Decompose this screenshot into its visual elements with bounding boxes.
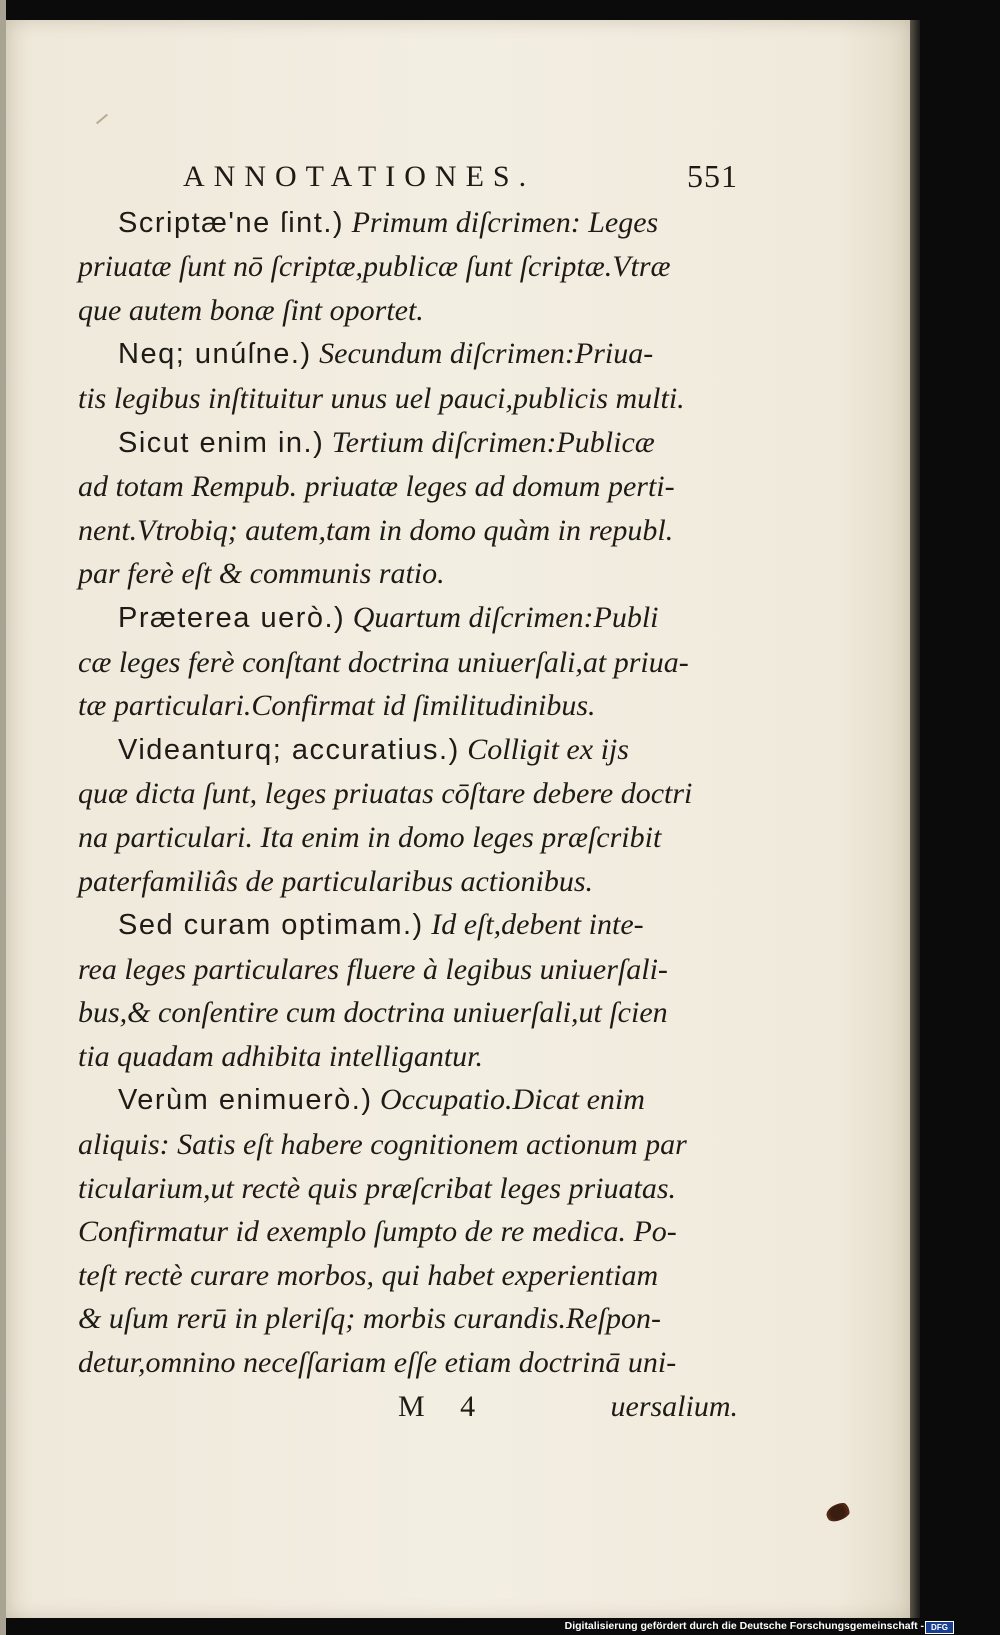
lemma: Sicut enim in.) [118, 426, 325, 459]
folio-number: 551 [687, 158, 738, 194]
annotation-line: paterfamiliâs de particularibus actionibus. [78, 864, 593, 898]
annotation-first-line [78, 1078, 738, 1123]
annotation-entry [78, 728, 738, 903]
annotation-line: priuatæ ſunt nō ſcriptæ,publicæ ſunt ſcriptæ.Vtræ [78, 250, 671, 284]
annotation-first-line [78, 421, 738, 466]
annotation-line: & uſum rerū in pleriſq; morbis curandis.Reſpon- [78, 1302, 662, 1336]
annotation-first-line [78, 903, 738, 948]
digitization-credit: Digitalisierung gefördert durch die Deutsche Forschungsgemeinschaft - [564, 1620, 924, 1632]
annotation-line: rea leges particulares fluere à legibus uniuerſali- [78, 952, 668, 986]
lemma: Neq; unúſne.) [118, 338, 312, 371]
annotation-entry [78, 596, 738, 728]
annotation-line: tis legibus inſtituitur unus uel pauci,publicis multi. [78, 381, 685, 415]
annotation-text: Secundum diſcrimen:Priua- [319, 337, 654, 371]
lemma: Videanturq; accuratius.) [118, 733, 460, 766]
annotation-first-line [78, 596, 738, 641]
lemma: Scriptæ'ne ſint.) [118, 206, 345, 239]
annotation-text: Occupatio.Dicat enim [380, 1083, 645, 1117]
annotation-line: bus,& conſentire cum doctrina uniuerſali,ut ſcien [78, 996, 668, 1030]
annotation-first-line [78, 728, 738, 773]
annotation-line: ticularium,ut rectè quis præſcribat leges priuatas. [78, 1171, 677, 1205]
annotation-line: que autem bonæ ſint oportet. [78, 293, 424, 327]
signature-line [78, 1385, 738, 1429]
lemma: Verùm enimuerò.) [118, 1084, 373, 1117]
annotation-text: Id eſt,debent inte- [431, 908, 644, 942]
annotation-text: Colligit ex ijs [467, 732, 629, 766]
annotation-entry [78, 332, 738, 420]
annotation-line: teſt rectè curare morbos, qui habet experientiam [78, 1258, 659, 1292]
annotation-line: cæ leges ferè conſtant doctrina uniuerſali,at priua- [78, 645, 689, 679]
annotation-line: nent.Vtrobiq; autem,tam in domo quàm in republ. [78, 513, 674, 547]
annotation-line: quæ dicta ſunt, leges priuatas cōſtare debere doctri [78, 777, 693, 811]
page-gutter-shadow [910, 20, 920, 1618]
annotation-first-line [78, 201, 738, 246]
annotation-line: na particulari. Ita enim in domo leges præſcribit [78, 820, 662, 854]
annotation-line: tæ particulari.Confirmat id ſimilitudinibus. [78, 689, 596, 723]
lemma: Sed curam optimam.) [118, 909, 424, 942]
annotation-text: Quartum diſcrimen:Publi [352, 600, 659, 634]
signature-mark: M 4 [398, 1389, 490, 1423]
annotation-line: ad totam Rempub. priuatæ leges ad domum perti- [78, 470, 675, 504]
annotation-line: Confirmatur id exemplo ſumpto de re medica. Po- [78, 1215, 677, 1249]
annotation-entry [78, 903, 738, 1078]
running-header [78, 155, 738, 199]
annotation-text: Primum diſcrimen: Leges [351, 205, 659, 239]
running-head-title: ANNOTATIONES. [183, 160, 536, 193]
annotation-entry [78, 201, 738, 333]
lemma: Præterea uerò.) [118, 601, 346, 634]
catchword: uersalium. [610, 1389, 738, 1423]
annotation-line: detur,omnino neceſſariam eſſe etiam doctrinā uni- [78, 1346, 677, 1380]
annotation-first-line [78, 332, 738, 377]
annotation-text: Tertium diſcrimen:Publicæ [331, 425, 655, 459]
annotation-line: par ferè eſt & communis ratio. [78, 557, 445, 591]
dfg-logo: DFG [925, 1621, 954, 1634]
annotation-line: tia quadam adhibita intelligantur. [78, 1039, 484, 1073]
page-text-block [78, 155, 738, 1428]
annotation-entry [78, 421, 738, 596]
annotation-entry [78, 1078, 738, 1384]
annotation-line: aliquis: Satis eſt habere cognitionem actionum par [78, 1128, 687, 1162]
